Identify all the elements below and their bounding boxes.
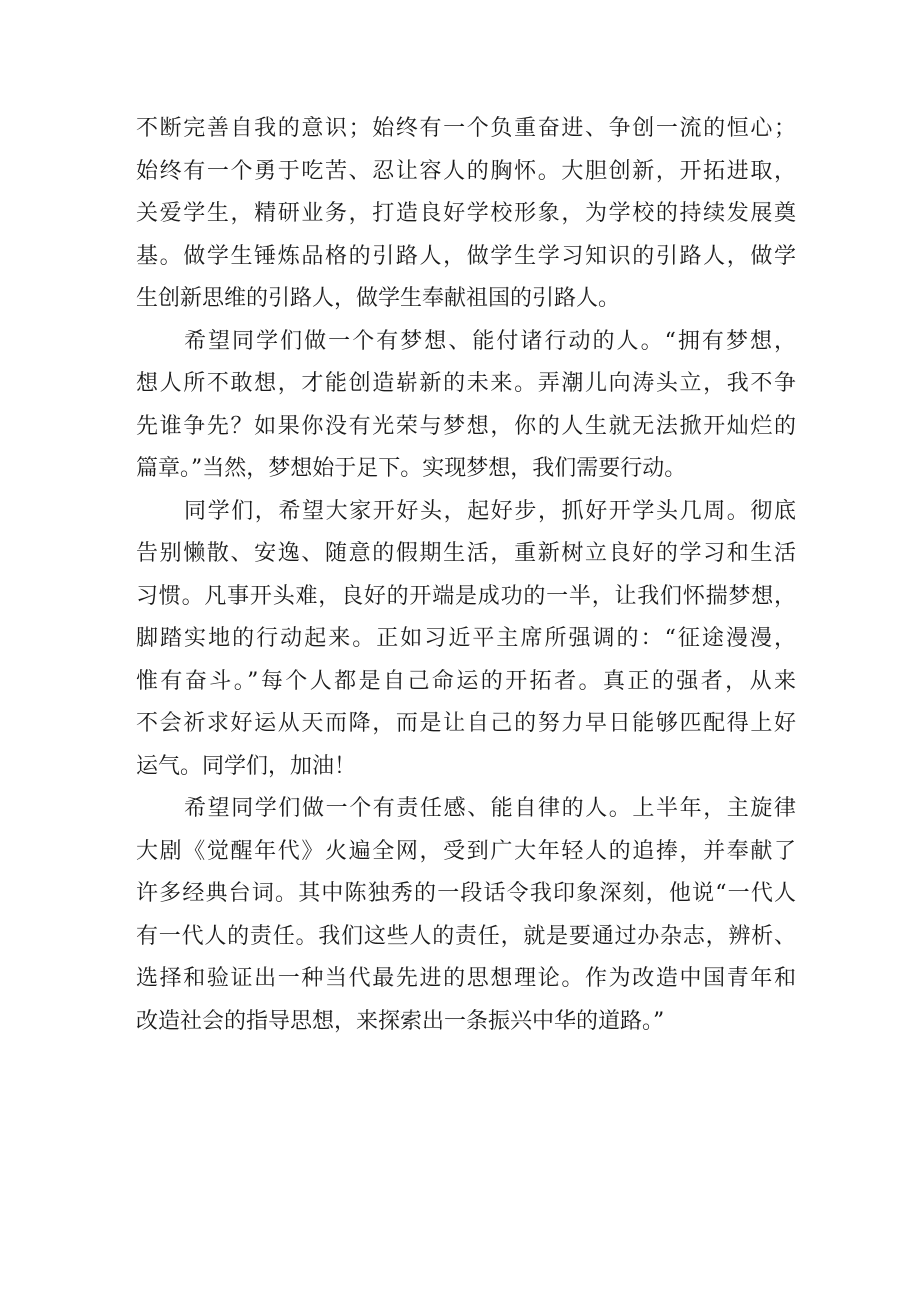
body-text — [136, 108, 796, 1043]
text-line: 有一代人的责任。我们这些人的责任，就是要通过办杂志，辨析、 — [136, 923, 796, 949]
text-line: 习惯。凡事开头难，良好的开端是成功的一半，让我们怀揣梦想， — [136, 583, 796, 609]
paragraph-start-line: 希望同学们做一个有责任感、能自律的人。上半年，主旋律 — [184, 796, 796, 821]
text-line: 不会祈求好运从天而降，而是让自己的努力早日能够匹配得上好 — [136, 711, 796, 736]
paragraph-start-line: 希望同学们做一个有梦想、能付诸行动的人。“拥有梦想， — [184, 328, 796, 354]
text-line: 告别懒散、安逸、随意的假期生活，重新树立良好的学习和生活 — [136, 541, 796, 566]
text-line: 基。做学生锤炼品格的引路人，做学生学习知识的引路人，做学 — [136, 243, 796, 269]
text-line: 始终有一个勇于吃苦、忍让容人的胸怀。大胆创新，开拓进取， — [136, 158, 796, 184]
text-line: 不断完善自我的意识；始终有一个负重奋进、争创一流的恒心； — [136, 116, 796, 141]
text-line: 想人所不敢想，才能创造崭新的未来。弄潮儿向涛头立，我不争 — [136, 371, 796, 396]
paragraph-start-line: 同学们，希望大家开好头，起好步，抓好开学头几周。彻底 — [184, 498, 796, 524]
text-line: 运气。同学们，加油！ — [136, 753, 357, 779]
text-line: 惟有奋斗。”每个人都是自己命运的开拓者。真正的强者，从来 — [136, 668, 796, 694]
text-line: 脚踏实地的行动起来。正如习近平主席所强调的：“征途漫漫， — [136, 626, 796, 651]
text-line: 选择和验证出一种当代最先进的思想理论。作为改造中国青年和 — [136, 966, 796, 991]
text-line: 生创新思维的引路人，做学生奉献祖国的引路人。 — [136, 286, 621, 311]
text-line: 大剧《觉醒年代》火遍全网，受到广大年轻人的追捧，并奉献了 — [136, 838, 796, 864]
text-line: 先谁争先？如果你没有光荣与梦想，你的人生就无法掀开灿烂的 — [136, 413, 796, 439]
text-line: 许多经典台词。其中陈独秀的一段话令我印象深刻，他说“一代人 — [136, 881, 796, 906]
text-line: 关爱学生，精研业务，打造良好学校形象，为学校的持续发展奠 — [136, 201, 796, 226]
text-line: 篇章。”当然，梦想始于足下。实现梦想，我们需要行动。 — [136, 456, 687, 481]
text-line: 改造社会的指导思想，来探索出一条振兴中华的道路。” — [136, 1008, 665, 1034]
